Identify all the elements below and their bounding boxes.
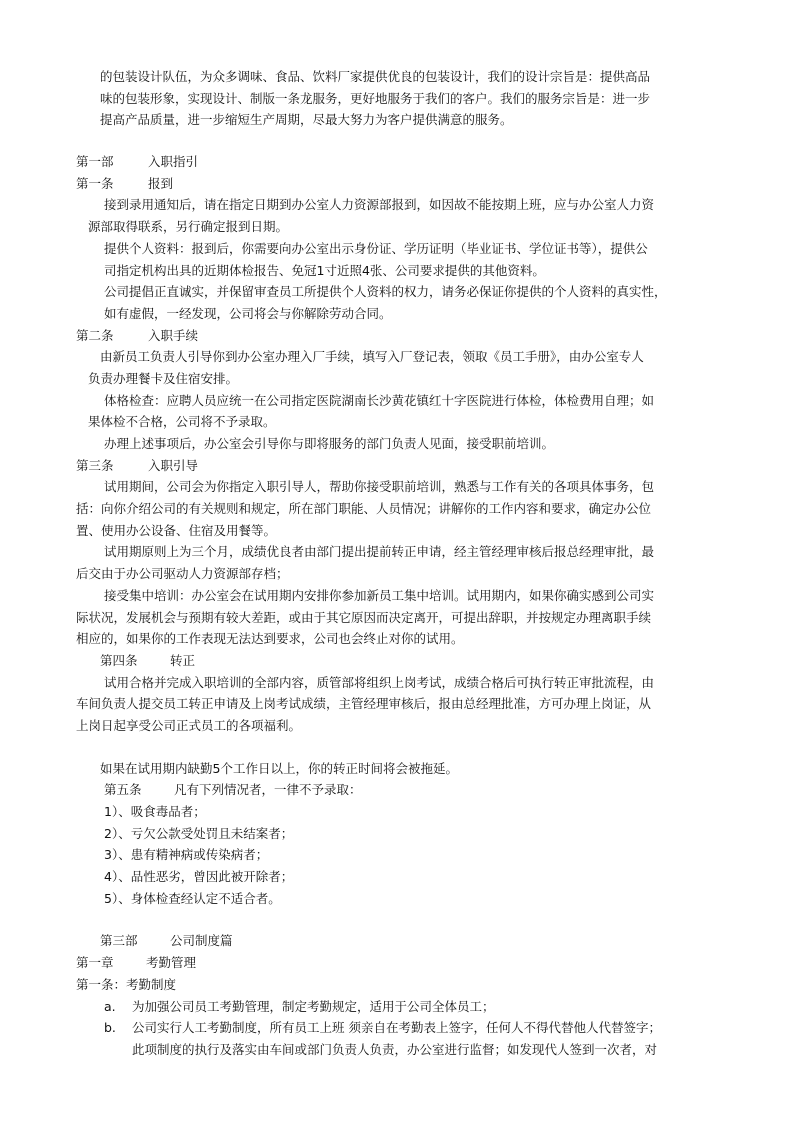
- paragraph-line: 负责办理餐卡及住宿安排。: [88, 370, 239, 386]
- article5-heading: [0, 779, 794, 801]
- article-title: 入职引导: [148, 457, 199, 473]
- section-title: 第一条：考勤制度: [76, 976, 177, 992]
- article-number: 第三条: [76, 457, 114, 473]
- article-number: 第四条: [100, 652, 138, 668]
- list-item: [0, 1017, 794, 1039]
- article-title: 凡有下列情况者，一律不予录取：: [174, 782, 362, 798]
- paragraph-line: 体格检查：应聘人员应统一在公司指定医院湖南长沙黄花镇红十字医院进行体检，体检费用自理；如: [104, 392, 655, 408]
- paragraph-line: 际状况，发展机会与预期有较大差距，或由于其它原因而决定离开，可提出辞职，并按规定办理离职手续: [76, 609, 652, 625]
- article-title: 转正: [170, 652, 196, 668]
- part-title: 公司制度篇: [170, 933, 233, 949]
- paragraph-line: 车间负责人提交员工转正申请及上岗考试成绩，主管经理审核后，报由总经理批准，方可办理上岗证，从: [76, 696, 652, 712]
- paragraph-line: 试用期原则上为三个月，成绩优良者由部门提出提前转正申请，经主管经理审核后报总经理审批，最: [104, 544, 655, 560]
- article-title: 入职手续: [148, 327, 199, 343]
- paragraph-line: 如有虚假，一经发现，公司将会与你解除劳动合同。: [104, 305, 392, 321]
- article-number: 第五条: [104, 782, 142, 798]
- article1-heading: [0, 173, 794, 195]
- list-letter: b.: [104, 1020, 116, 1036]
- paragraph-line: 试用合格并完成入职培训的全部内容，质管部将组织上岗考试，成绩合格后可执行转正审批流程，由: [104, 674, 655, 690]
- paragraph-line: 公司提倡正直诚实，并保留审查员工所提供个人资料的权力，请务必保证你提供的个人资料的真实性，: [104, 284, 667, 300]
- list-item: 5）、身体检查经认定不适合者。: [104, 890, 281, 906]
- document-page: [0, 66, 794, 1061]
- part-number: 第三部: [100, 933, 138, 949]
- part1-heading: [0, 151, 794, 173]
- paragraph-line: 司指定机构出具的近期体检报告、免冠1寸近照4张、公司要求提供的其他资料。: [104, 262, 545, 278]
- paragraph-line: 上岗日起享受公司正式员工的各项福利。: [76, 717, 302, 733]
- paragraph-line: 接受集中培训：办公室会在试用期内安排你参加新员工集中培训。试用期内，如果你确实感到公司实: [104, 587, 655, 603]
- chapter-number: 第一章: [76, 955, 114, 971]
- article3-heading: [0, 455, 794, 477]
- paragraph-line: 试用期间，公司会为你指定入职引导人，帮助你接受职前培训，熟悉与工作有关的各项具体事务，包: [104, 479, 655, 495]
- paragraph-line: 后交由于办公司驱动人力资源部存档；: [76, 566, 289, 582]
- article4-heading: [0, 650, 794, 672]
- article-title: 报到: [148, 175, 174, 191]
- paragraph-line: 源部取得联系，另行确定报到日期。: [88, 219, 289, 235]
- part-number: 第一部: [76, 154, 114, 170]
- paragraph-line: 果体检不合格，公司将不予录取。: [88, 414, 276, 430]
- paragraph-line: 由新员工负责人引导你到办公室办理入厂手续，填写入厂登记表，领取《员工手册》，由办公室专人: [100, 349, 644, 365]
- paragraph-line: 提供个人资料：报到后，你需要向办公室出示身份证、学历证明（毕业证书、学位证书等），提供公: [104, 240, 648, 256]
- chapter1-heading: [0, 952, 794, 974]
- part-title: 入职指引: [148, 154, 199, 170]
- article2-heading: [0, 325, 794, 347]
- paragraph-line: 括：向你介绍公司的有关规则和规定，所在部门职能、人员情况；讲解你的工作内容和要求，确定办公位: [76, 501, 652, 517]
- list-letter: a.: [104, 998, 116, 1014]
- paragraph-line: 此项制度的执行及落实由车间或部门负责人负责，办公室进行监督；如发现代人签到一次者，对: [132, 1041, 658, 1057]
- list-item: 4）、品性恶劣，曾因此被开除者；: [104, 869, 294, 885]
- article-number: 第一条: [76, 175, 114, 191]
- paragraph-line: 相应的，如果你的工作表现无法达到要求，公司也会终止对你的试用。: [76, 631, 464, 647]
- list-text: 公司实行人工考勤制度，所有员工上班 须亲自在考勤表上签字，任何人不得代替他人代替签字；: [132, 1020, 661, 1036]
- paragraph-line: 办理上述事项后，办公室会引导你与即将服务的部门负责人见面，接受职前培训。: [104, 436, 555, 451]
- list-item: 2）、亏欠公款受处罚且未结案者；: [104, 825, 294, 841]
- paragraph-line: 如果在试用期内缺勤5个工作日以上，你的转正时间将会被拖延。: [100, 760, 458, 776]
- article-number: 第二条: [76, 327, 114, 343]
- list-item: 3）、患有精神病或传染病者；: [104, 847, 269, 863]
- part3-heading: [0, 930, 794, 952]
- intro-line: 的包装设计队伍，为众多调味、食品、饮料厂家提供优良的包装设计，我们的设计宗旨是：提供高品: [100, 69, 651, 84]
- paragraph-line: 置、使用办公设备、住宿及用餐等。: [76, 522, 277, 538]
- list-item: [0, 996, 794, 1018]
- intro-line: 味的包装形象，实现设计、制版一条龙服务，更好地服务于我们的客户。我们的服务宗旨是：进一步: [100, 90, 651, 106]
- list-item: 1）、吸食毒品者；: [104, 804, 206, 819]
- list-text: 为加强公司员工考勤管理，制定考勤规定，适用于公司全体员工；: [132, 998, 495, 1014]
- intro-line: 提高产品质量，进一步缩短生产周期，尽最大努力为客户提供满意的服务。: [100, 112, 513, 128]
- paragraph-line: 接到录用通知后，请在指定日期到办公室人力资源部报到，如因故不能按期上班，应与办公室人力资: [104, 197, 655, 213]
- chapter-title: 考勤管理: [146, 955, 197, 971]
